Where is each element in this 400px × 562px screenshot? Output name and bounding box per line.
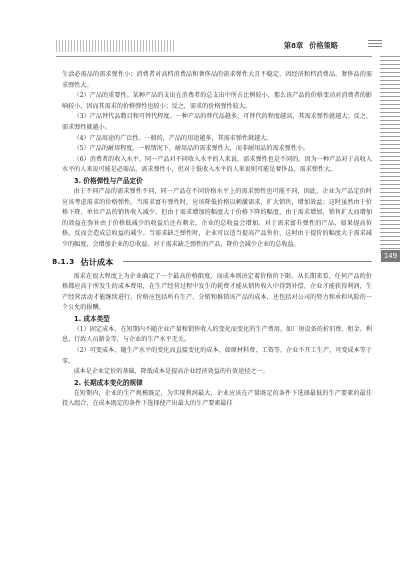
subheading-price-elasticity: 3. 价格弹性与产品定价 <box>74 176 143 185</box>
section-number: 8.1.3 <box>52 256 75 266</box>
paragraph: 在短期内，企业的生产规模既定，为实现利润最大，企业应该在产量既定的条件下选择最低的生产要素的最佳投入组合，在成本既定的条件下选择使产出最大的生产要素最佳 <box>62 389 372 408</box>
subheading-cost-types: 1. 成本类型 <box>74 314 110 323</box>
header-title <box>284 40 338 52</box>
paragraph: 需求在很大程度上为企业确定了一个最高价格限度，而成本则决定着价格的下限。从长期来看，任何产品的价格都应高于所发生的成本费用，在生产经营过程中发生的耗费才能从销售收入中得到补偿，企业才能获得利润，生产经营活动才能继续进行。价格应包括所有生产、分销和推销该产品的成本，还包括对公司的努力和承担风险的一个公允的报酬。 <box>62 272 372 312</box>
section-rule <box>123 261 372 262</box>
header-rule <box>56 56 372 57</box>
margin-stripe-decoration <box>380 56 400 256</box>
paragraph: （6）消费者的收入水平。同一产品对不同收入水平的人来说，需求弹性也是不同的。因为一种产品对于高收入水平的人来说可能是必需品，需求弹性小，但对于低收入水平的人来说则可能是奢侈品，需求弹性大。 <box>62 155 372 174</box>
paragraph: （2）可变成本，随生产水平的变化而直接变化的成本，如原材料费、工资等，企业不开工生产，可变成本等于零。 <box>62 347 372 365</box>
header-stripe-decoration <box>56 40 176 52</box>
paragraphs-top <box>62 70 372 176</box>
paragraph: 由于不同产品的需求弹性不同，同一产品在不同价格水平上的需求弹性也可能不同，因此，企业为产品定价时应该考虑需求的价格弹性。当需求富有弹性时，应该降低价格以刺激需求，扩大销售，增加效益；这时虽然由于价格下降，单位产品的销售收入减少，但由于需求增加的幅度大于价格下降的幅度，由于需求增加，销售扩大而增加的效益在弥补由于价格低减少的收益后还有剩余，企业的总收益会增加。对于需求富有弹性的产品，如果提高价格，反而会造成总收益的减少。当需求缺乏弹性时，企业可以适当提高产品售价，这时由于提价的幅度大于需求减少的幅度，会增加企业的总收益。对于需求缺乏弹性的产品，降价会减少企业的总收益。 <box>62 187 372 248</box>
section-title: 估计成本 <box>80 256 114 267</box>
paragraph: （5）产品的耐用程度。一般情况下，耐用品的需求弹性大，而非耐用品的需求弹性小。 <box>73 145 310 153</box>
page-body <box>52 70 372 410</box>
page-number: 149 <box>381 250 400 262</box>
subheading-long-run-cost: 2. 长期成本变化的规律 <box>74 378 143 387</box>
chapter-title: 价格策略 <box>309 41 338 50</box>
paragraph: （1）固定成本，在短期内不随企业产量和销售收入的变化而变化的生产费用，如厂房设备的折旧费、租金、利息、行政人员薪金等，与企业的生产水平无关。 <box>62 325 372 344</box>
running-header <box>56 40 372 52</box>
paragraph: （2）产品的重要性。某种产品的支出在消费者的总支出中所占比例较小，那么该产品的价格变动对消费者的影响较小，因而其需求的价格弹性也较小；反之，需求的价格弹性较大。 <box>62 92 372 110</box>
paragraph: 生活必需品的需求弹性小；消费者对高档消费品和奢侈品的需求弹性大且不稳定，因经济和档消费品、奢侈品的需求弹性大。 <box>62 71 372 89</box>
paragraph: 成本是企业定价的基础，降低成本是提高企业经济效益的有效途径之一。 <box>73 368 269 376</box>
chapter-label: 第8章 <box>283 41 304 50</box>
corner-line-decoration <box>368 40 382 52</box>
paragraph: （4）产品用途的广泛性。一般的，产品的用途越多，其需求弹性就越大。 <box>73 134 273 142</box>
section-heading <box>52 256 372 268</box>
paragraph: （3）产品替代品数目和可替代程度。一种产品的替代品越多，可替代的程度越高，其需求弹性就越大；反之，需求弹性就越小。 <box>62 113 372 131</box>
